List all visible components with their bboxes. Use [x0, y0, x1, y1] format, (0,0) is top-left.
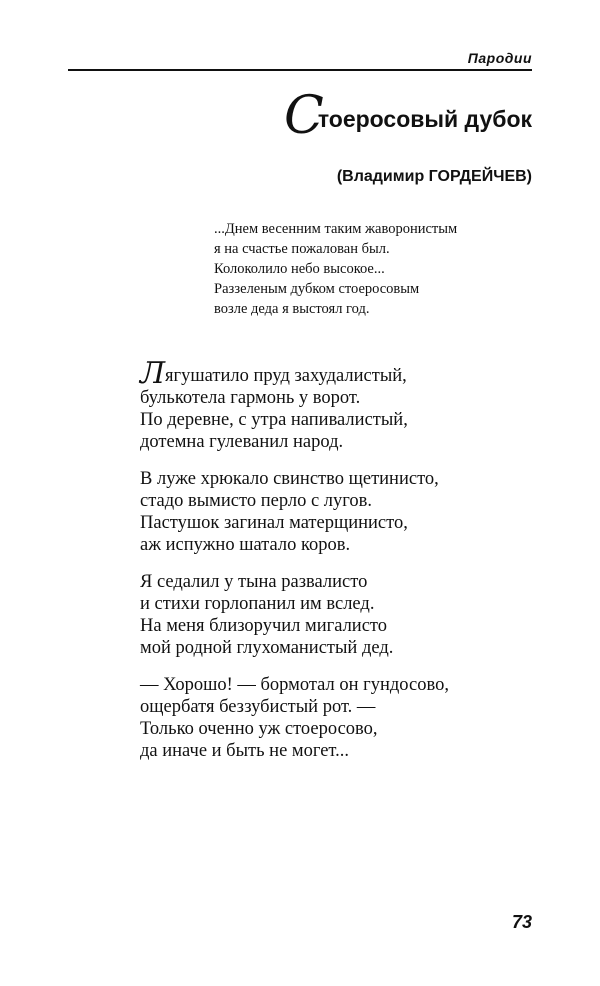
poem-line: На меня близоручил мигалисто [140, 616, 388, 636]
stanza-3 [140, 571, 449, 659]
running-head-section: Пародии [467, 50, 532, 66]
page-number: 73 [511, 912, 532, 932]
poem-line: — Хорошо! — бормотал он гундосово, [140, 675, 449, 695]
epigraph-line: возле деда я выстоял год. [214, 301, 370, 317]
epigraph-line: Колоколило небо высокое... [214, 261, 385, 277]
stanza-1 [140, 356, 449, 453]
poem-line: Пастушок загинал матерщинисто, [140, 513, 408, 533]
poem-line: Я седалил у тына развалисто [140, 572, 368, 592]
poem-line-text: ягушатило пруд захудалистый, [165, 366, 407, 386]
poem-line: ощербатя беззубистый рот. — [140, 697, 376, 717]
poem-line: мой родной глухоманистый дед. [140, 638, 394, 658]
poem-line: В луже хрюкало свинство щетинисто, [140, 469, 439, 489]
header-rule [68, 69, 532, 71]
poem-line: и стихи горлопанил им вслед. [140, 594, 375, 614]
poem-line [140, 356, 449, 391]
poem-title [284, 86, 532, 146]
poem-author: (Владимир ГОРДЕЙЧЕВ) [336, 168, 532, 185]
stanza-2 [140, 468, 449, 556]
epigraph-line: Раззеленым дубком стоеросовым [214, 281, 420, 297]
title-initial: С [284, 86, 324, 146]
stanza-4 [140, 674, 449, 762]
epigraph-line: ...Днем весенним таким жаворонистым [214, 221, 458, 237]
poem-line: Только оченно уж стоеросово, [140, 719, 378, 739]
epigraph-line: я на счастье пожалован был. [214, 241, 390, 257]
title-text: тоеросовый дубок [317, 106, 532, 132]
poem-line: По деревне, с утра напивалистый, [140, 410, 408, 430]
poem-line: дотемна гулеванил народ. [140, 432, 344, 452]
poem-line: аж испужно шатало коров. [140, 535, 351, 555]
poem-line: булькотела гармонь у ворот. [140, 388, 361, 408]
poem-line: да иначе и быть не могет... [140, 741, 349, 761]
poem-line: стадо вымисто перло с лугов. [140, 491, 372, 511]
epigraph [214, 219, 457, 319]
poem-initial: Л [140, 356, 166, 391]
poem-body [140, 356, 449, 777]
